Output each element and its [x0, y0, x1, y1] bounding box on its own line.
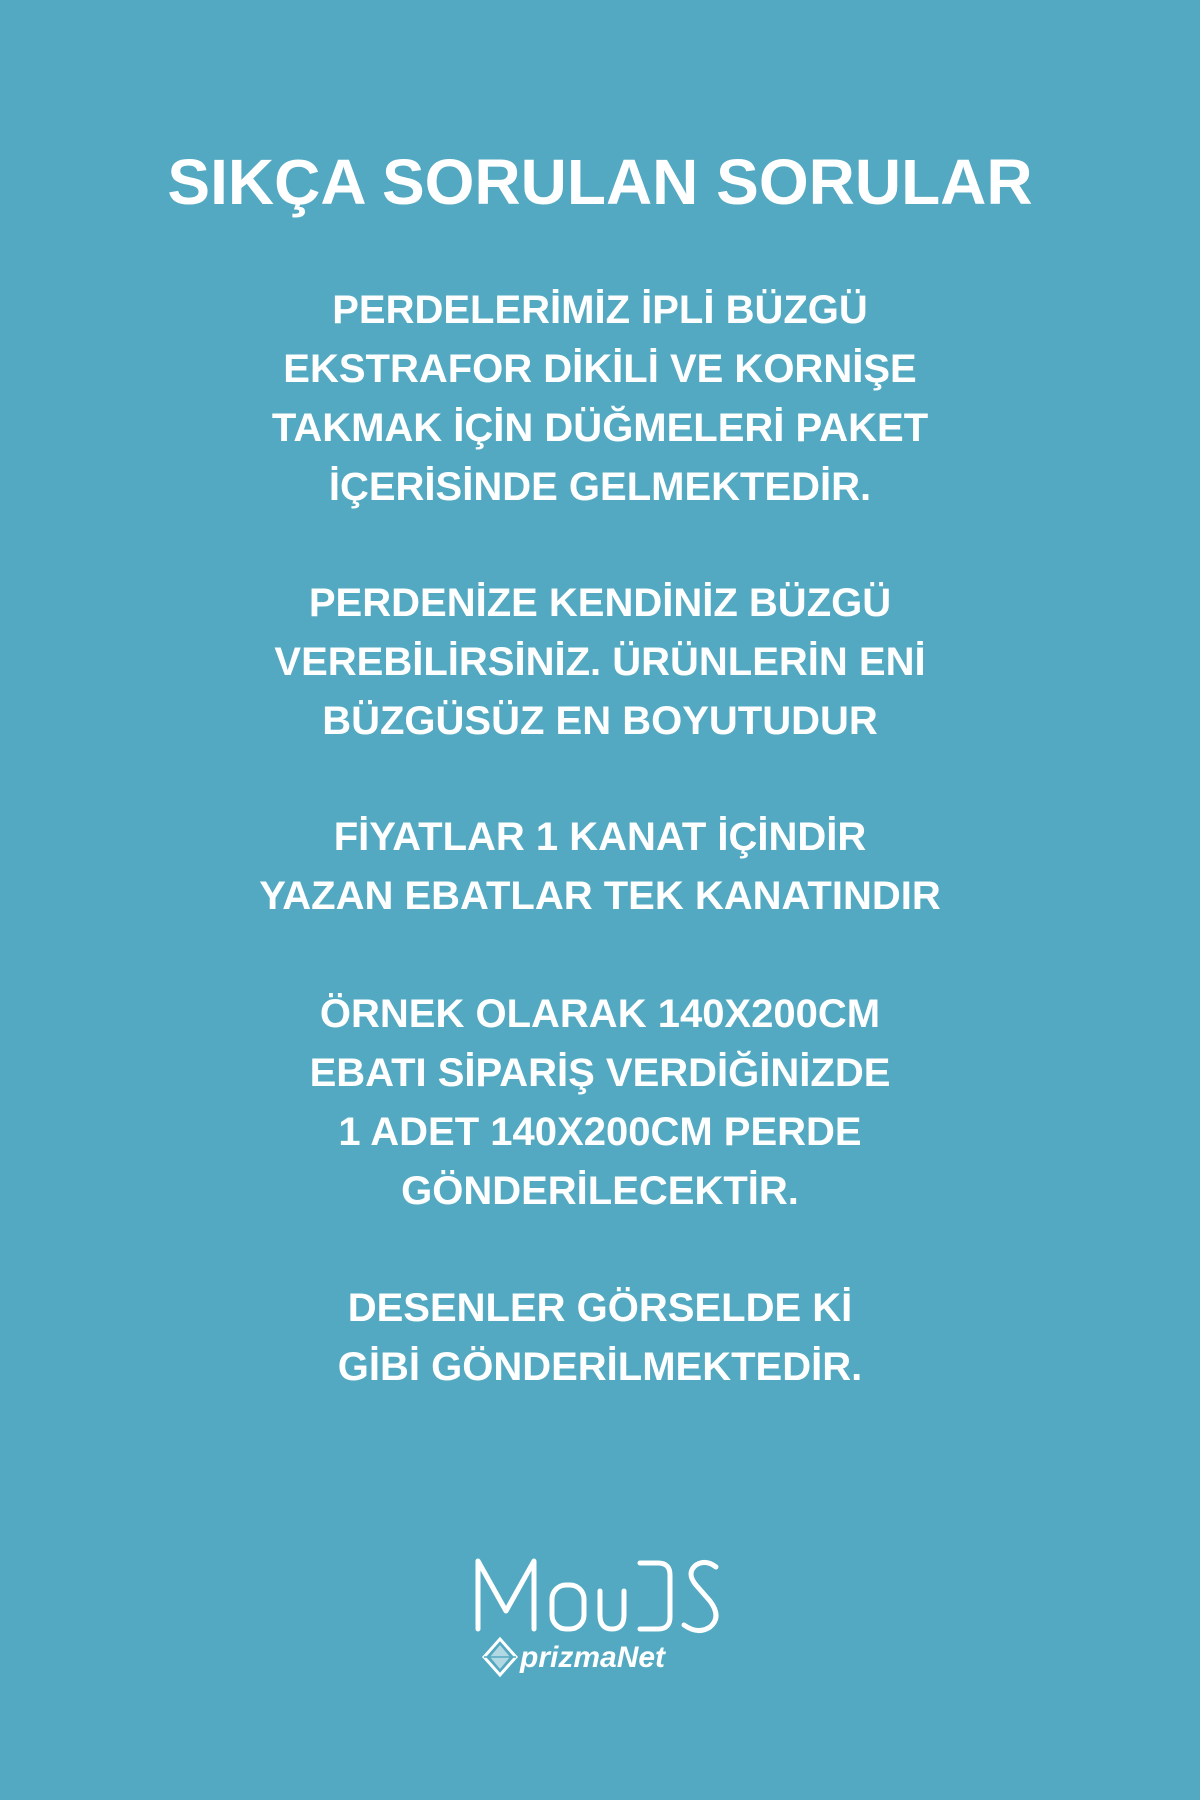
faq-line: VEREBİLİRSİNİZ. ÜRÜNLERİN ENİ [274, 640, 926, 684]
faq-line: YAZAN EBATLAR TEK KANATINDIR [259, 874, 941, 918]
moods-prizmanet-logo [470, 1555, 740, 1695]
faq-line: FİYATLAR 1 KANAT İÇİNDİR [333, 815, 867, 859]
brand-logo-graphic [470, 1555, 740, 1695]
faq-item-example-size [0, 985, 1200, 1221]
faq-item-own-pleat [0, 574, 1200, 751]
page-title: SIKÇA SORULAN SORULAR [167, 146, 1033, 218]
prizma-diamond-icon [484, 1639, 516, 1675]
faq-item-buzgu-ekstrafor [0, 281, 1200, 517]
moods-wordmark [478, 1561, 716, 1631]
faq-line: DESENLER GÖRSELDE Kİ [347, 1286, 853, 1330]
faq-line: GÖNDERİLECEKTİR. [401, 1169, 799, 1213]
faq-line: PERDENİZE KENDİNİZ BÜZGÜ [308, 581, 892, 625]
faq-line: EBATI SİPARİŞ VERDİĞİNİZDE [309, 1051, 891, 1095]
prizmanet-label: prizmaNet [520, 1641, 666, 1674]
faq-line: İÇERİSİNDE GELMEKTEDİR. [328, 465, 872, 509]
faq-line: 1 ADET 140X200CM PERDE [338, 1110, 862, 1154]
faq-line: PERDELERİMİZ İPLİ BÜZGÜ [332, 288, 868, 332]
faq-line: BÜZGÜSÜZ EN BOYUTUDUR [322, 699, 878, 743]
faq-line: GİBİ GÖNDERİLMEKTEDİR. [337, 1345, 863, 1389]
faq-line: TAKMAK İÇİN DÜĞMELERİ PAKET [271, 406, 929, 450]
faq-line: EKSTRAFOR DİKİLİ VE KORNİŞE [283, 347, 917, 391]
faq-item-prices [0, 808, 1200, 926]
faq-line: ÖRNEK OLARAK 140X200CM [319, 992, 881, 1036]
faq-item-patterns [0, 1279, 1200, 1397]
